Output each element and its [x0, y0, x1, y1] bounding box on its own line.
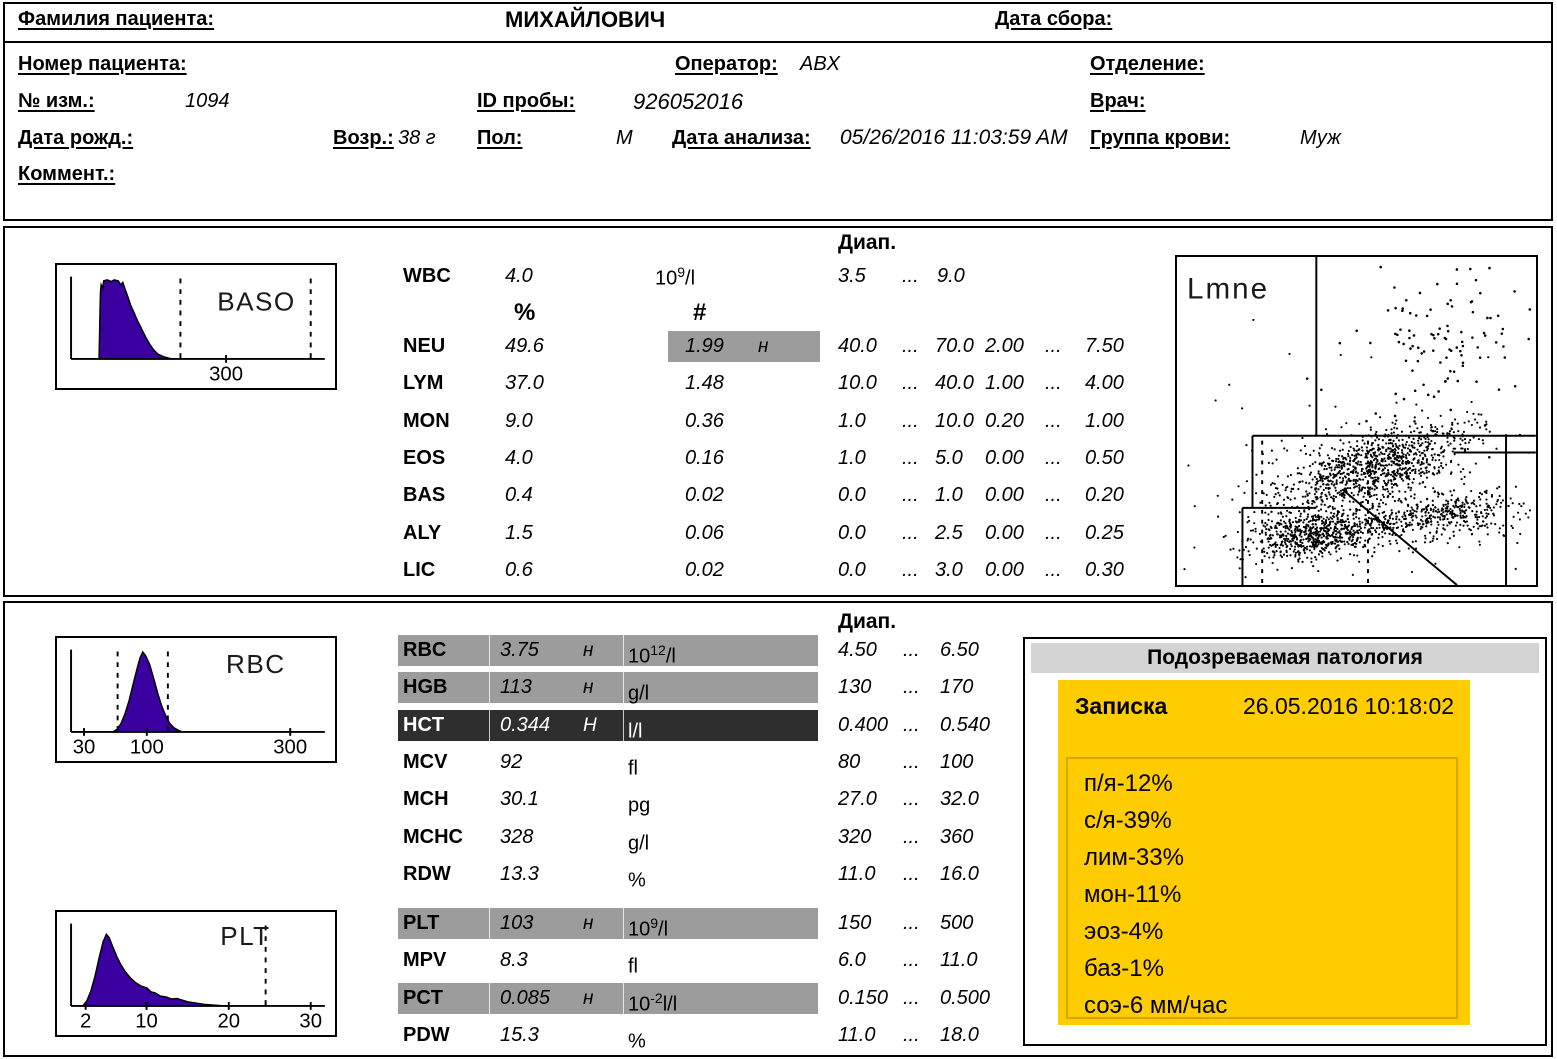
abs-range-high: 0.30 [1085, 558, 1124, 581]
param-unit: % [628, 869, 646, 892]
wbc-range-high: 9.0 [937, 265, 965, 287]
range-high: 360 [940, 825, 974, 848]
param-flag: Н [583, 714, 597, 736]
pct-range-low: 1.0 [838, 446, 866, 469]
param-label: ALY [403, 521, 442, 544]
param-unit: g/l [628, 682, 650, 705]
note-line: соэ-6 мм/час [1084, 992, 1228, 1019]
baso-histogram-svg [57, 265, 335, 388]
param-label: MPV [403, 949, 447, 972]
abs-range-high: 7.50 [1085, 335, 1124, 357]
param-label: MCV [403, 750, 448, 773]
param-abs-value: 1.48 [685, 372, 724, 395]
percent-column-header: % [514, 299, 536, 326]
row-highlight-band [398, 635, 818, 666]
range-dots: ... [903, 986, 920, 1009]
param-unit: $10^{-2}l/l$ [628, 989, 678, 1016]
range-high: 18.0 [940, 1023, 979, 1046]
pct-range-low: 40.0 [838, 335, 877, 357]
comment-label: Коммент.: [18, 163, 116, 185]
abs-range-high: 4.00 [1085, 372, 1124, 395]
param-percent-value: 37.0 [505, 372, 544, 395]
range-dots: ... [903, 713, 920, 736]
surname-label: Фамилия пациента: [18, 8, 215, 30]
abs-range-low: 0.20 [985, 409, 1024, 432]
range-dots: ... [903, 825, 920, 848]
abs-range-high: 0.25 [1085, 521, 1124, 544]
range-dots: ... [903, 639, 920, 661]
department-label: Отделение: [1090, 53, 1205, 75]
collection-date-label: Дата сбора: [995, 8, 1113, 30]
measure-no-label: № изм.: [18, 90, 95, 112]
wbc-diff-table [398, 331, 1160, 592]
param-percent-value: 9.0 [505, 409, 533, 432]
wbc-range-low: 3.5 [838, 265, 866, 287]
param-unit: fl [628, 757, 638, 780]
pct-range-low: 0.0 [838, 521, 866, 544]
abs-range-high: 0.50 [1085, 446, 1124, 469]
param-label: NEU [403, 335, 446, 357]
param-label: PCT [403, 986, 443, 1009]
age-value: 38 г [398, 127, 436, 149]
pct-range-low: 1.0 [838, 409, 866, 432]
param-value: 0.085 [500, 986, 551, 1009]
range-dots: ... [903, 1023, 920, 1046]
row-highlight-band [398, 747, 818, 778]
wbc-diff-row [398, 480, 1160, 517]
svg-text:30: 30 [299, 1010, 323, 1033]
param-label: BAS [403, 484, 446, 507]
param-abs-value: 0.36 [685, 409, 724, 432]
param-value: 30.1 [500, 788, 539, 811]
pct-range-low: 10.0 [838, 372, 877, 395]
param-value: 92 [500, 750, 523, 773]
range-low: 11.0 [838, 1023, 876, 1046]
svg-text:RBC: RBC [226, 648, 286, 679]
svg-text:10: 10 [135, 1010, 158, 1033]
abs-range-dots: ... [1045, 484, 1062, 507]
svg-text:Lmne: Lmne [1187, 272, 1270, 306]
param-label: MCH [403, 788, 449, 811]
param-label: RDW [403, 862, 451, 885]
param-value: 13.3 [500, 862, 539, 885]
svg-text:BASO: BASO [217, 286, 296, 317]
analysis-date-value: 05/26/2016 11:03:59 AM [840, 126, 1068, 149]
param-percent-value: 49.6 [505, 335, 544, 357]
pct-range-dots: ... [902, 372, 919, 395]
range-low: 320 [838, 825, 872, 848]
param-label: MON [403, 409, 450, 432]
range-high: 6.50 [940, 639, 979, 661]
pct-range-low: 0.0 [838, 558, 866, 581]
range-high: 11.0 [940, 949, 978, 972]
analysis-date-label: Дата анализа: [672, 127, 811, 149]
param-unit: pg [628, 794, 651, 817]
measure-no-value: 1094 [185, 90, 230, 112]
row-highlight-band [398, 983, 818, 1014]
note-title: Записка [1075, 693, 1168, 719]
range-dots: ... [903, 750, 920, 773]
range-low: 80 [838, 750, 861, 773]
param-label: PDW [403, 1023, 450, 1046]
wbc-label: WBC [403, 265, 451, 287]
param-unit: % [628, 1030, 646, 1053]
range-low: 0.150 [838, 986, 889, 1009]
param-unit: l/l [628, 720, 643, 743]
pct-range-low: 0.0 [838, 484, 866, 507]
rbc-range-header: Диап. [838, 610, 897, 633]
param-value: 15.3 [500, 1023, 539, 1046]
param-label: RBC [403, 639, 447, 661]
abs-range-low: 0.00 [985, 558, 1024, 581]
range-high: 170 [940, 676, 974, 699]
param-value: 3.75 [500, 639, 539, 661]
param-abs-value: 0.06 [685, 521, 724, 544]
range-dots: ... [903, 676, 920, 699]
note-body [1066, 757, 1458, 1019]
note-line: п/я-12% [1084, 770, 1173, 797]
param-unit: g/l [628, 832, 650, 855]
svg-text:PLT: PLT [220, 920, 271, 951]
sex-label: Пол: [477, 127, 523, 149]
note-line: мон-11% [1084, 881, 1182, 908]
operator-label: Оператор: [675, 53, 778, 75]
pathology-title: Подозреваемая патология [1031, 643, 1539, 673]
wbc-range-dots: ... [902, 265, 919, 287]
lmne-scatter-plot [1175, 255, 1538, 587]
range-low: 130 [838, 676, 872, 699]
range-dots: ... [903, 949, 920, 972]
plt-histogram-svg [57, 912, 335, 1035]
note-timestamp: 26.05.2016 10:18:02 [1243, 693, 1455, 719]
baso-histogram [55, 263, 337, 390]
abs-range-dots: ... [1045, 558, 1062, 581]
wbc-value: 4.0 [505, 265, 533, 287]
note-line: с/я-39% [1084, 807, 1172, 834]
param-percent-value: 4.0 [505, 446, 533, 469]
param-flag: н [583, 640, 594, 661]
pct-range-dots: ... [902, 409, 919, 432]
param-value: 0.344 [500, 713, 551, 736]
rbc-histogram [55, 636, 337, 763]
param-value: 103 [500, 912, 534, 934]
range-high: 16.0 [940, 862, 979, 885]
pct-range-high: 3.0 [935, 558, 963, 581]
wbc-diff-row [398, 518, 1160, 555]
range-low: 150 [838, 912, 872, 934]
svg-text:100: 100 [129, 736, 164, 759]
pathology-note [1058, 680, 1470, 1025]
abs-range-high: 1.00 [1085, 409, 1124, 432]
pct-range-dots: ... [902, 558, 919, 581]
param-flag: н [758, 336, 769, 357]
param-flag: н [583, 913, 594, 934]
birth-date-label: Дата рожд.: [18, 127, 134, 149]
abs-range-dots: ... [1045, 521, 1062, 544]
param-value: 113 [500, 676, 532, 699]
param-percent-value: 1.5 [505, 521, 533, 544]
abs-range-dots: ... [1045, 446, 1062, 469]
blood-group-value: Муж [1300, 127, 1341, 149]
surname-value: МИХАЙЛОВИЧ [505, 7, 666, 32]
range-high: 100 [940, 750, 974, 773]
abs-range-high: 0.20 [1085, 484, 1124, 507]
age-label: Возр.: [333, 127, 394, 149]
param-flag: н [583, 677, 594, 699]
range-low: 27.0 [838, 788, 877, 811]
range-high: 0.540 [940, 713, 991, 736]
wbc-diff-row [398, 368, 1160, 405]
svg-text:20: 20 [217, 1010, 241, 1033]
wbc-range-header: Диап. [838, 231, 897, 254]
param-unit: fl [628, 955, 638, 978]
abs-range-dots: ... [1045, 335, 1062, 357]
range-high: 32.0 [940, 788, 979, 811]
svg-text:300: 300 [209, 363, 244, 386]
pct-range-high: 2.5 [935, 521, 963, 544]
abs-range-dots: ... [1045, 372, 1062, 395]
row-highlight-band [398, 784, 818, 815]
absolute-column-header: # [693, 299, 707, 326]
param-label: LIC [403, 558, 436, 581]
range-high: 0.500 [940, 986, 991, 1009]
row-highlight-band [398, 859, 818, 890]
pct-range-high: 40.0 [935, 372, 974, 395]
svg-text:30: 30 [72, 736, 96, 759]
wbc-diff-row [398, 331, 1160, 368]
param-unit: $10^9/l$ [628, 915, 669, 941]
range-low: 0.400 [838, 713, 889, 736]
sample-id-label: ID пробы: [477, 90, 576, 112]
svg-text:300: 300 [273, 736, 308, 759]
pct-range-dots: ... [902, 521, 919, 544]
param-percent-value: 0.4 [505, 484, 533, 507]
param-flag: н [583, 987, 594, 1009]
param-label: PLT [403, 912, 440, 934]
sample-id-value: 926052016 [633, 89, 744, 114]
abs-range-low: 1.00 [985, 372, 1024, 395]
range-dots: ... [903, 862, 920, 885]
note-line: баз-1% [1084, 955, 1164, 982]
pct-range-dots: ... [902, 484, 919, 507]
abs-range-dots: ... [1045, 409, 1062, 432]
param-label: LYM [403, 372, 444, 395]
header-row1-divider [3, 41, 1553, 43]
param-label: MCHC [403, 825, 463, 848]
wbc-diff-row [398, 443, 1160, 480]
row-highlight-band [398, 1020, 818, 1051]
doctor-label: Врач: [1090, 90, 1146, 112]
rbc-histogram-svg [57, 638, 335, 761]
param-label: HCT [403, 713, 445, 736]
range-high: 500 [940, 912, 974, 934]
param-value: 8.3 [500, 949, 528, 972]
patient-header-section [3, 2, 1553, 221]
param-value: 328 [500, 825, 534, 848]
pct-range-dots: ... [902, 335, 919, 357]
pct-range-high: 1.0 [935, 484, 963, 507]
sex-value: М [616, 127, 633, 149]
range-low: 6.0 [838, 949, 866, 972]
svg-text:2: 2 [80, 1010, 92, 1033]
param-label: EOS [403, 446, 446, 469]
row-highlight-band [398, 908, 818, 939]
row-highlight-band [398, 945, 818, 976]
param-abs-value: 1.99 [685, 335, 724, 357]
range-low: 11.0 [838, 862, 876, 885]
row-highlight-band [398, 672, 818, 703]
range-dots: ... [903, 788, 920, 811]
row-highlight-band [398, 710, 818, 741]
lmne-scatter-svg [1177, 257, 1536, 585]
blood-group-label: Группа крови: [1090, 127, 1231, 149]
param-percent-value: 0.6 [505, 558, 533, 581]
wbc-diff-row [398, 555, 1160, 592]
abs-range-low: 0.00 [985, 446, 1024, 469]
abs-range-low: 0.00 [985, 521, 1024, 544]
operator-value: ABX [800, 53, 841, 75]
range-low: 4.50 [838, 639, 877, 661]
note-line: эоз-4% [1084, 918, 1164, 945]
param-abs-value: 0.16 [685, 446, 724, 469]
pct-range-dots: ... [902, 446, 919, 469]
param-abs-value: 0.02 [685, 558, 724, 581]
wbc-diff-row [398, 406, 1160, 443]
param-unit: $10^{12}/l$ [628, 642, 676, 668]
abs-range-low: 2.00 [985, 335, 1024, 357]
pct-range-high: 10.0 [935, 409, 974, 432]
note-line: лим-33% [1084, 844, 1184, 871]
param-abs-value: 0.02 [685, 484, 724, 507]
abs-range-low: 0.00 [985, 484, 1024, 507]
pct-range-high: 5.0 [935, 446, 963, 469]
wbc-unit: $10^9/l$ [655, 264, 696, 290]
range-dots: ... [903, 912, 920, 934]
param-label: HGB [403, 676, 448, 699]
patient-number-label: Номер пациента: [18, 53, 187, 75]
pct-range-high: 70.0 [935, 335, 974, 357]
plt-histogram [55, 910, 337, 1037]
